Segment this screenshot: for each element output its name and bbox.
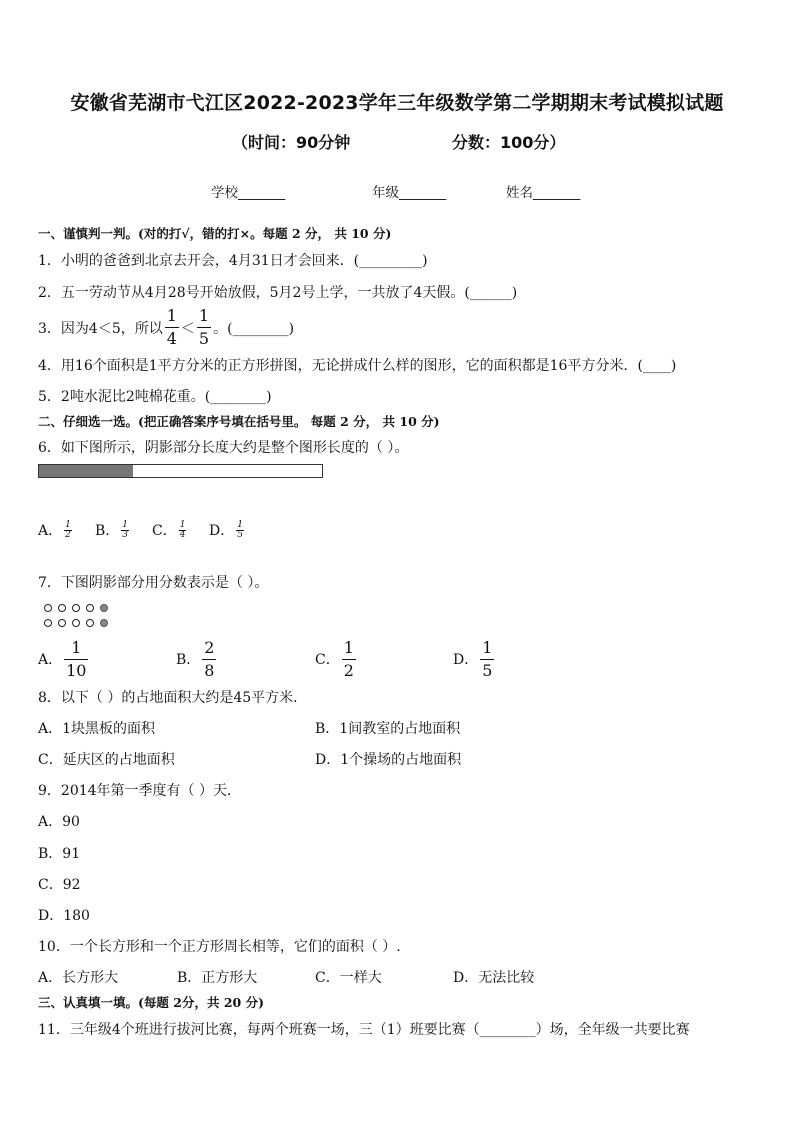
option-label: B． (95, 523, 120, 539)
question-3-text: 3．因为4＜5，所以 (38, 320, 163, 337)
fraction-denominator: 4 (166, 329, 177, 348)
option-a: A．长方形大 (38, 970, 119, 986)
option-label: D． (453, 652, 479, 668)
fraction-one-quarter (165, 308, 179, 347)
fraction-numerator: 1 (237, 519, 243, 530)
time-label: （时间：90分钟 (232, 133, 351, 152)
question-2: 2．五一劳动节从4月28号开始放假，5月2号上学，一共放了4天假。(______) (38, 285, 518, 301)
circle (72, 619, 80, 627)
question-5: 5．2吨水泥比2吨棉花重。(________) (38, 389, 272, 405)
circle (72, 604, 80, 612)
school-field: 学校_______ (211, 185, 286, 201)
option-c: C．一样大 (315, 970, 382, 986)
option-b: B．正方形大 (177, 970, 258, 986)
option-fraction (64, 637, 88, 680)
circle (44, 619, 52, 627)
option-d: D．无法比较 (453, 970, 535, 986)
circle (86, 604, 94, 612)
name-field: 姓名_______ (506, 185, 581, 201)
option-c: C．延庆区的占地面积 (38, 752, 175, 768)
option-label: D． (209, 523, 235, 539)
shaded-circle (100, 604, 108, 612)
option-fraction (342, 637, 356, 680)
option-d (209, 520, 266, 540)
page-title: 安徽省芜湖市弋江区2022-2023学年三年级数学第二学期期末考试模拟试题 (70, 92, 724, 114)
fraction-numerator: 1 (198, 306, 210, 325)
option-label: C． (315, 652, 340, 668)
fraction-denominator: 5 (237, 529, 243, 540)
fraction-one-fifth (197, 308, 211, 347)
option-fraction (121, 521, 129, 540)
section-1-heading: 一、谨慎判一判。(对的打√，错的打×。每题 2 分， 共 10 分) (38, 226, 392, 241)
option-fraction (236, 521, 244, 540)
less-than-sign: ＜ (180, 320, 195, 337)
option-b (95, 520, 152, 540)
circle (58, 619, 66, 627)
question-8: 8．以下（ ）的占地面积大约是45平方米． (38, 690, 308, 706)
circles-figure (44, 604, 114, 630)
option-c (315, 637, 358, 680)
option-label: B． (176, 652, 201, 668)
fraction-denominator: 8 (204, 660, 215, 680)
option-label: A． (38, 523, 63, 539)
option-a: A．1块黑板的面积 (38, 721, 156, 737)
shaded-segment (39, 465, 133, 477)
fraction-denominator: 2 (343, 660, 354, 680)
option-c: C．92 (38, 877, 81, 893)
question-4: 4．用16个面积是1平方分米的正方形拼图，无论拼成什么样的图形，它的面积都是16平方分米．(____) (38, 358, 677, 374)
fraction-numerator: 1 (179, 519, 186, 530)
shaded-bar-figure (38, 464, 323, 478)
circle (58, 604, 66, 612)
question-10: 10．一个长方形和一个正方形周长相等，它们的面积（ ）. (38, 939, 401, 955)
fraction-denominator: 3 (122, 529, 129, 540)
option-d: D．180 (38, 908, 90, 924)
section-3-heading: 三、认真填一填。(每题 2分，共 20 分) (38, 995, 264, 1010)
option-fraction (480, 637, 494, 680)
option-a (38, 520, 95, 540)
fraction-denominator: 5 (198, 329, 210, 348)
question-11: 11．三年级4个班进行拔河比赛，每两个班赛一场，三（1）班要比赛（________）场，全年级一共要比赛 (38, 1022, 690, 1038)
option-d: D．1个操场的占地面积 (315, 752, 462, 768)
fraction-denominator: 2 (65, 529, 71, 540)
fraction-numerator: 1 (122, 519, 129, 530)
question-9: 9．2014年第一季度有（ ）天． (38, 783, 241, 799)
option-a: A．90 (38, 814, 80, 830)
option-a (38, 637, 90, 680)
fraction-numerator: 1 (65, 519, 71, 530)
fraction-numerator: 1 (166, 306, 177, 325)
fraction-denominator: 4 (179, 529, 186, 540)
option-b: B．1间教室的占地面积 (315, 721, 461, 737)
fraction-denominator: 10 (66, 660, 87, 680)
question-3 (38, 308, 294, 347)
option-d (453, 637, 496, 680)
option-b (176, 637, 218, 680)
fraction-numerator: 1 (482, 637, 493, 657)
fraction-numerator: 1 (71, 637, 82, 657)
answer-blank: 。(________) (213, 320, 295, 337)
option-fraction (202, 637, 216, 680)
score-label: 分数：100分） (452, 133, 566, 152)
shaded-circle (100, 619, 108, 627)
section-2-heading: 二、仔细选一选。(把正确答案序号填在括号里。 每题 2 分， 共 10 分) (38, 414, 440, 429)
option-label: C． (152, 523, 177, 539)
question-7-options (38, 637, 598, 680)
option-label: A． (38, 652, 63, 668)
option-c (152, 520, 209, 540)
grade-field: 年级_______ (372, 185, 447, 201)
fraction-numerator: 2 (204, 637, 215, 657)
fraction-numerator: 1 (343, 637, 354, 657)
circle (44, 604, 52, 612)
option-fraction (64, 521, 72, 540)
circle (86, 619, 94, 627)
option-fraction (179, 521, 187, 540)
option-b: B．91 (38, 846, 81, 862)
question-1: 1．小明的爸爸到北京去开会，4月31日才会回来．(_________) (38, 253, 428, 269)
fraction-denominator: 5 (482, 660, 493, 680)
question-7: 7．下图阴影部分用分数表示是（ ）。 (38, 575, 269, 591)
question-6: 6．如下图所示，阴影部分长度大约是整个图形长度的（ ）。 (38, 440, 409, 456)
question-6-options (38, 520, 266, 540)
